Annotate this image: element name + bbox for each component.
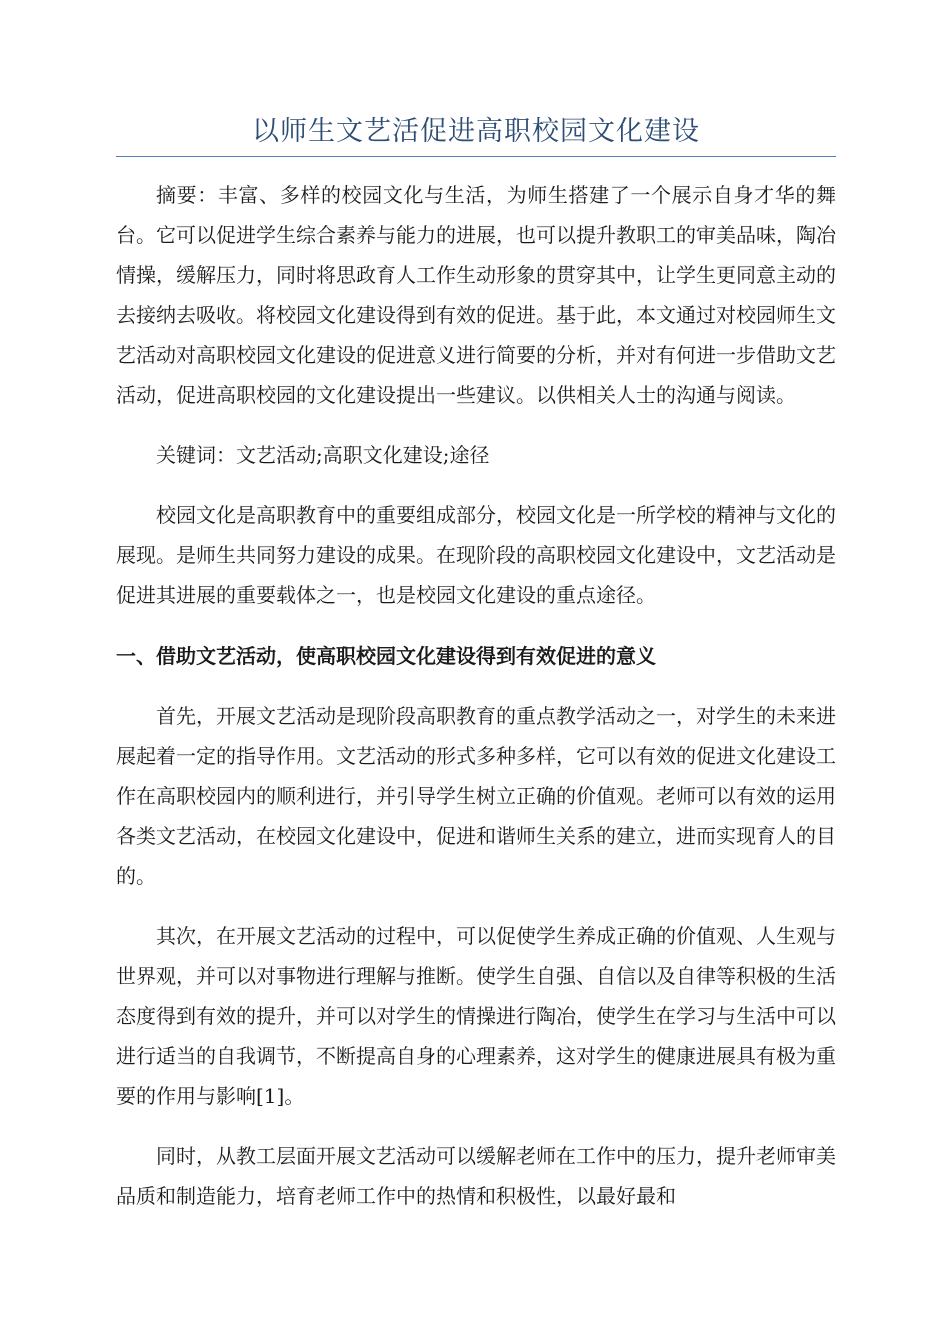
- keywords-paragraph: 关键词：文艺活动;高职文化建设;途径: [156, 443, 490, 467]
- intro-paragraph: 校园文化是高职教育中的重要组成部分，校园文化是一所学校的精神与文化的展现。是师生共同努力建设的成果。在现阶段的高职校园文化建设中，文艺活动是促进其进展的重要载体之一，也是校园文化建设的重点途径。: [116, 503, 836, 607]
- body-paragraph: 首先，开展文艺活动是现阶段高职教育的重点教学活动之一，对学生的未来进展起着一定的指导作用。文艺活动的形式多种多样，它可以有效的促进文化建设工作在高职校园内的顺利进行，并引导学生树立正确的价值观。老师可以有效的运用各类文艺活动，在校园文化建设中，促进和谐师生关系的建立，进而实现育人的目的。: [116, 704, 836, 888]
- document-page: [116, 0, 836, 1216]
- section-heading: 一、借助文艺活动，使高职校园文化建设得到有效促进的意义: [116, 644, 656, 668]
- document-title: 以师生文艺活促进高职校园文化建设: [116, 112, 836, 157]
- body-paragraph: 其次，在开展文艺活动的过程中，可以促使学生养成正确的价值观、人生观与世界观，并可以对事物进行理解与推断。使学生自强、自信以及自律等积极的生活态度得到有效的提升，并可以对学生的情操进行陶冶，使学生在学习与生活中可以进行适当的自我调节，不断提高自身的心理素养，这对学生的健康进展具有极为重要的作用与影响[1]。: [116, 924, 836, 1108]
- abstract-paragraph: 摘要：丰富、多样的校园文化与生活，为师生搭建了一个展示自身才华的舞台。它可以促进学生综合素养与能力的进展，也可以提升教职工的审美品味，陶冶情操，缓解压力，同时将思政育人工作生动形象的贯穿其中，让学生更同意主动的去接纳去吸收。将校园文化建设得到有效的促进。基于此，本文通过对校园师生文艺活动对高职校园文化建设的促进意义进行简要的分析，并对有何进一步借助文艺活动，促进高职校园的文化建设提出一些建议。以供相关人士的沟通与阅读。: [116, 183, 836, 407]
- body-paragraph: 同时，从教工层面开展文艺活动可以缓解老师在工作中的压力，提升老师审美品质和制造能力，培育老师工作中的热情和积极性，以最好最和: [116, 1144, 836, 1208]
